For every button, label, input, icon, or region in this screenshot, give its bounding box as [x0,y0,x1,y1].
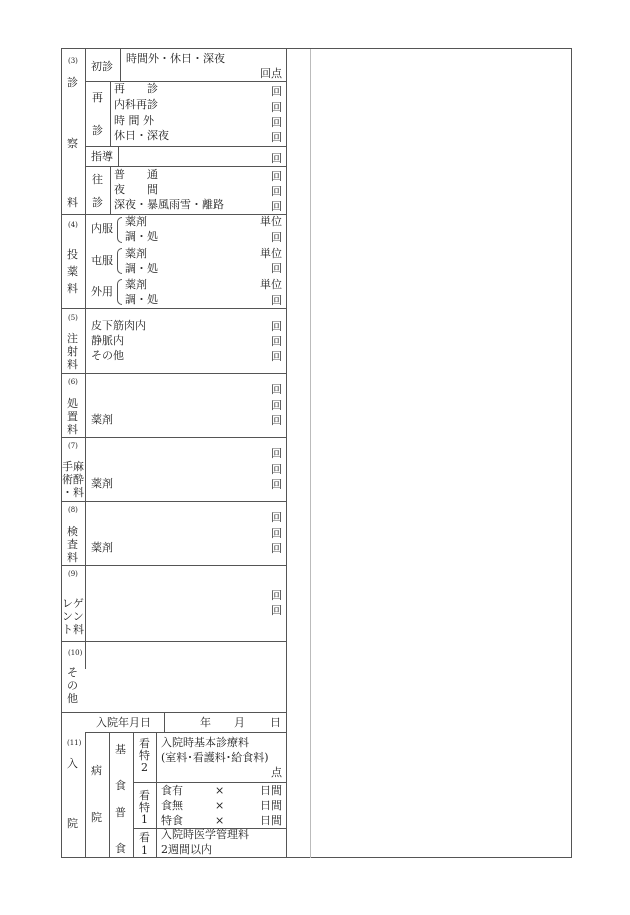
shoshin-label: 初診 [91,60,113,73]
section-line [62,641,286,642]
oral-label: 内服 [91,222,113,235]
admission-month: 月 [234,716,245,729]
management-fee-title: 入院時医学管理料 [161,828,249,841]
section-6-title-char: 置 [67,410,78,423]
nursing-line [133,782,156,783]
oushin-row-label: 普 通 [114,168,158,181]
section-10-title-char: の [67,679,78,692]
admission-date-divider [164,712,165,732]
prep-unit: 回 [271,231,282,244]
oushin-row-unit: 回 [271,200,282,213]
admission-year: 年 [200,716,211,729]
section-label-divider-lower [85,732,86,858]
drug-label: 薬剤 [125,247,147,260]
section-4-number: (4) [68,221,78,229]
section-9-title-line: ト料 [62,623,84,636]
saishin-row-unit: 回 [271,131,282,144]
section-11-title-char: 入 [67,757,78,770]
futsu-char: 普 [115,806,126,819]
admission-date-label: 入院年月日 [96,716,151,729]
futsu-char: 食 [115,842,126,855]
section-4-title-char: 薬 [67,265,78,278]
section-11-title-char: 院 [67,817,78,830]
section-line [62,373,286,374]
saishin-label-char: 再 [92,91,103,104]
oushin-row-unit: 回 [271,170,282,183]
nursing-1-char: 看 [139,831,150,844]
shido-unit: 回 [271,152,282,165]
meal-row-times: × [215,784,225,797]
meal-row-times: × [215,799,225,812]
injection-row-label: その他 [91,349,124,362]
kihon-char: 食 [115,779,126,792]
ward-label-char: 病 [91,764,102,777]
saishin-row-label: 内科再診 [114,98,158,111]
xray-unit: 回 [271,589,282,602]
row-line [85,146,286,147]
surgery-unit: 回 [271,478,282,491]
saishin-row-unit: 回 [271,85,282,98]
section-6-number: (6) [68,378,78,386]
nursing-1t-char: 1 [141,813,148,826]
section-8-title-char: 検 [67,525,78,538]
section-10-title-char: そ [67,666,78,679]
drug-unit: 単位 [260,278,282,291]
nursing-divider [156,732,157,858]
saishin-row-label: 休日・深夜 [114,129,169,142]
section-line [62,501,286,502]
shoshin-unit: 回点 [260,67,282,80]
section-label-divider [85,49,86,669]
brace-icon [117,217,122,243]
section-line [62,437,286,438]
injection-row-unit: 回 [271,335,282,348]
prep-unit: 回 [271,294,282,307]
saishin-row-label: 時 間 外 [114,114,154,127]
meal-row-label: 特食 [161,814,183,827]
brace-icon [117,248,122,274]
section-7-number: (7) [68,442,78,450]
shido-label: 指導 [91,150,113,163]
row-line [156,782,286,783]
nursing-line [133,828,156,829]
exam-drug-label: 薬剤 [91,541,113,554]
nursing-1-char: 1 [141,844,148,857]
prep-label: 調・処 [125,262,158,275]
admission-day: 日 [270,716,281,729]
exam-unit: 回 [271,511,282,524]
injection-row-unit: 回 [271,350,282,363]
section-5-title-char: 射 [67,345,78,358]
section-9-number: (9) [68,570,78,578]
ward-label-char: 院 [91,811,102,824]
external-label: 外用 [91,285,113,298]
section-5-title-char: 料 [67,358,78,371]
section-7-title-line: 術酔 [62,473,84,486]
prep-label: 調・処 [125,293,158,306]
procedure-unit: 回 [271,399,282,412]
xray-unit: 回 [271,604,282,617]
section-9-title-line: ンン [62,610,84,623]
section-7-title-line: 手麻 [62,460,84,473]
meal-row-unit: 日間 [260,814,282,827]
section-10-title-char: 他 [67,692,78,705]
medical-fee-form [61,48,572,858]
saishin-row-unit: 回 [271,116,282,129]
nursing-1t-char: 特 [139,801,150,814]
management-fee-subtitle: 2週間以内 [161,843,212,856]
section-4-title-char: 投 [67,248,78,261]
section-8-number: (8) [68,506,78,514]
prep-label: 調・処 [125,230,158,243]
injection-row-label: 静脈内 [91,334,124,347]
injection-row-unit: 回 [271,320,282,333]
meal-row-times: × [215,814,225,827]
section-8-title-char: 査 [67,538,78,551]
drug-label: 薬剤 [125,215,147,228]
oushin-label-char: 往 [92,173,103,186]
row-line [85,732,286,733]
section-5-title-char: 注 [67,332,78,345]
section-line [62,565,286,566]
section-3-title-char: 診 [67,76,78,89]
surgery-unit: 回 [271,463,282,476]
meal-row-label: 食有 [161,784,183,797]
drug-label: 薬剤 [125,278,147,291]
tonpuku-label: 屯服 [91,254,113,267]
basic-fee-title: 入院時基本診療料 [161,736,249,749]
nursing-1t-char: 看 [139,789,150,802]
nursing-2-char: 特 [139,749,150,762]
section-6-title-char: 料 [67,423,78,436]
section-5-number: (5) [68,314,78,322]
shoshin-time-label: 時間外・休日・深夜 [126,52,225,65]
section-3-title-char: 察 [67,137,78,150]
nursing-2-char: 看 [139,737,150,750]
section-10-number: (10) [68,649,83,657]
exam-unit: 回 [271,542,282,555]
oushin-label-char: 診 [92,196,103,209]
ward-divider [109,732,110,858]
section-3-title-char: 料 [67,196,78,209]
procedure-unit: 回 [271,383,282,396]
procedure-drug-label: 薬剤 [91,413,113,426]
saishin-label-char: 診 [92,124,103,137]
brace-icon [117,279,122,305]
injection-row-label: 皮下筋肉内 [91,319,146,332]
oushin-row-label: 深夜・暴風雨雪・離路 [114,198,224,211]
meal-divider [133,732,134,858]
section-line [62,308,286,309]
surgery-unit: 回 [271,447,282,460]
row-line [85,166,286,167]
meal-row-unit: 日間 [260,784,282,797]
section-8-title-char: 料 [67,551,78,564]
shoshin-divider [120,49,121,81]
drug-unit: 単位 [260,247,282,260]
meal-row-unit: 日間 [260,799,282,812]
procedure-unit: 回 [271,414,282,427]
section-4-title-char: 料 [67,282,78,295]
meal-row-label: 食無 [161,799,183,812]
shido-divider [118,146,119,166]
basic-fee-points: 点 [271,766,282,779]
saishin-row-unit: 回 [271,101,282,114]
section-7-title-line: ・料 [62,486,84,499]
drug-unit: 単位 [260,215,282,228]
saishin-row-label: 再 診 [114,82,158,95]
section-11-number: (11) [67,739,82,747]
kihon-char: 基 [115,743,126,756]
section-3-number: (3) [68,57,78,65]
surgery-drug-label: 薬剤 [91,477,113,490]
section-6-title-char: 処 [67,397,78,410]
nursing-2-char: 2 [141,761,148,774]
saishin-divider [110,81,111,146]
oushin-row-unit: 回 [271,185,282,198]
section-line [62,712,286,713]
prep-unit: 回 [271,262,282,275]
oushin-row-label: 夜 間 [114,183,158,196]
detail-column-divider [286,49,287,858]
basic-fee-subtitle: (室料･看護料･給食料) [161,751,269,764]
exam-unit: 回 [271,527,282,540]
oushin-divider [110,166,111,214]
section-9-title-line: レゲ [62,597,84,610]
column-guide [310,49,311,858]
